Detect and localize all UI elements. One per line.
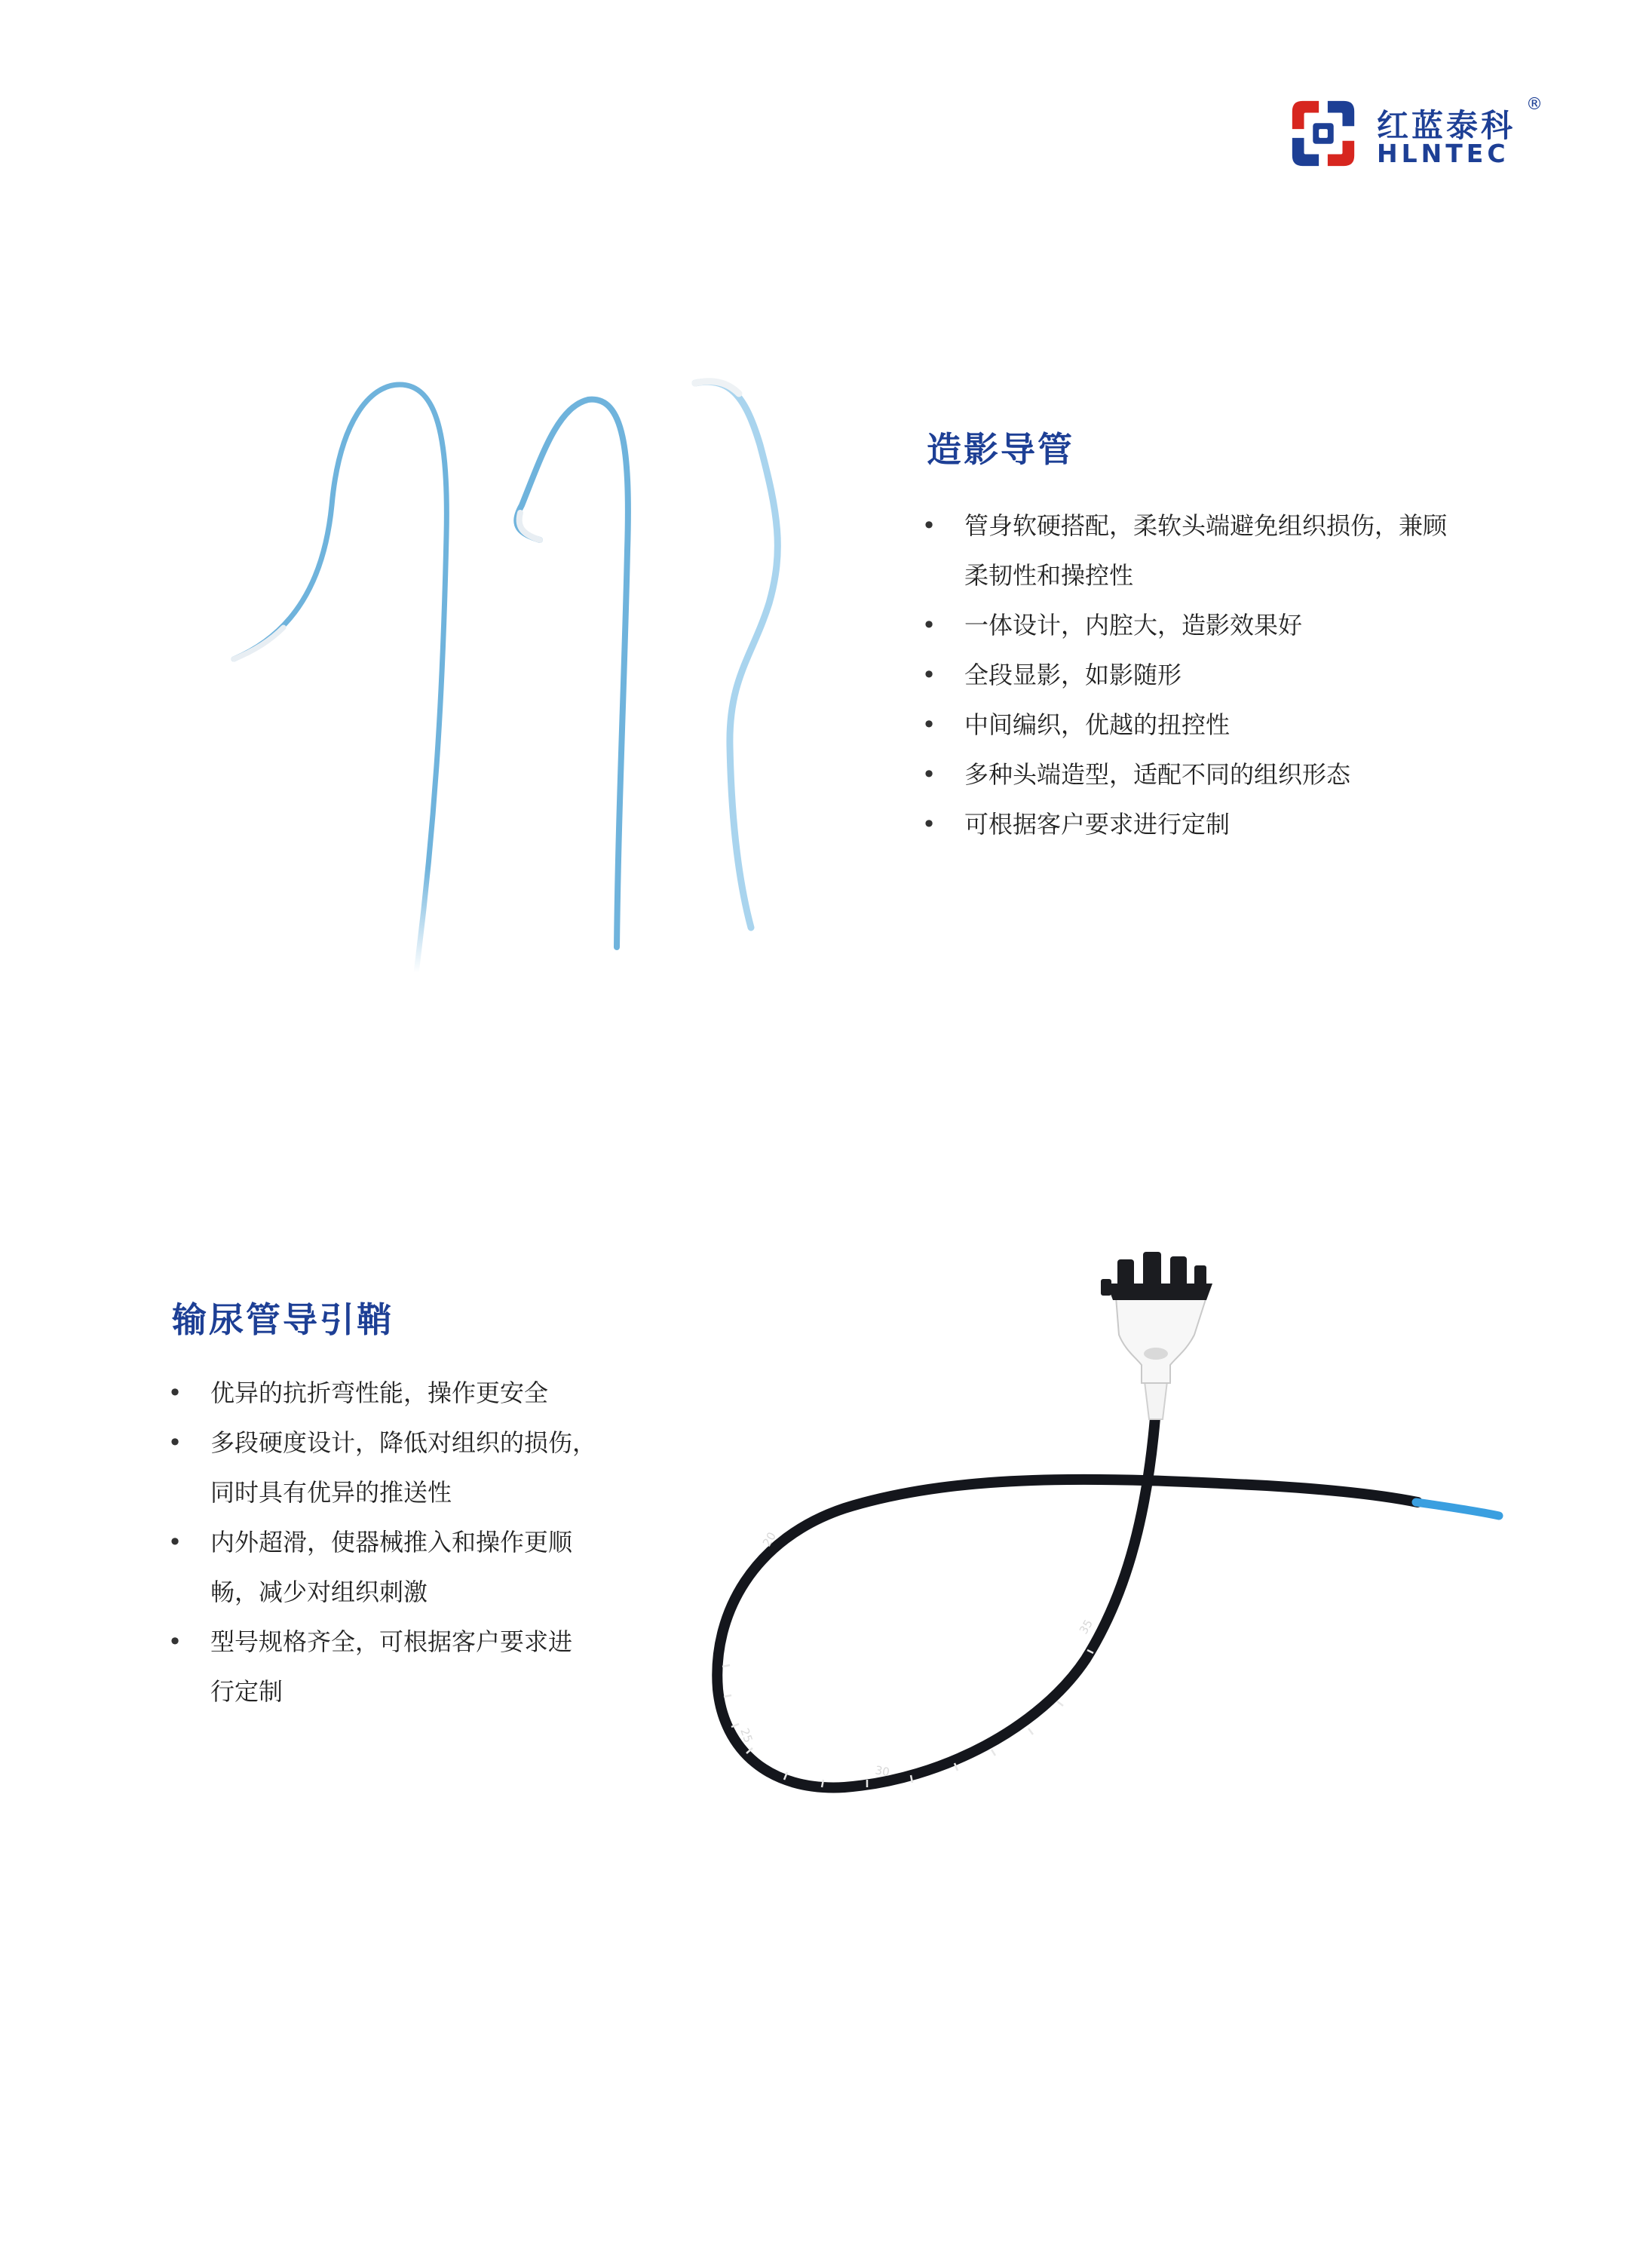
catheter-hook-2 xyxy=(516,400,628,947)
sheath-graduation-ticks xyxy=(722,1650,1093,1787)
brand-name-en: HLNTEC xyxy=(1377,139,1509,168)
list-item: • 管身软硬搭配，柔软头端避免组织损伤，兼顾 xyxy=(921,511,1448,540)
angiography-catheters-image xyxy=(211,354,799,1003)
sheath-marking-25: 25 xyxy=(737,1726,756,1745)
sheath-marking-20: 20 xyxy=(759,1529,780,1549)
sheath-marking-35: 35 xyxy=(1076,1617,1096,1636)
sheath-tube xyxy=(717,1418,1418,1787)
list-item: • 多种头端造型，适配不同的组织形态 xyxy=(921,760,1351,789)
list-item: • 中间编织，优越的扭控性 xyxy=(921,710,1231,739)
sheath-hub xyxy=(1116,1297,1206,1383)
list-item: • 可根据客户要求进行定制 xyxy=(921,810,1231,839)
sheath-blue-tip xyxy=(1416,1502,1499,1516)
registered-mark: ® xyxy=(1526,95,1543,114)
catheter-curve-3 xyxy=(695,382,777,928)
sheath-strain-relief xyxy=(1145,1382,1167,1419)
list-item: • 一体设计，内腔大，造影效果好 xyxy=(921,611,1303,639)
sheath-marking-30: 30 xyxy=(874,1763,891,1780)
list-item: • 全段显影，如影随形 xyxy=(921,661,1182,689)
list-item: • 型号规格齐全，可根据客户要求进 xyxy=(167,1627,573,1656)
ureteral-access-sheath-image xyxy=(694,1207,1508,1810)
feature-list-angiography xyxy=(921,501,1547,849)
list-item: 柔韧性和操控性 xyxy=(964,561,1134,590)
sheath-locking-cap xyxy=(1101,1252,1212,1300)
hlntec-logo-icon xyxy=(1286,97,1360,170)
sheath-markings xyxy=(737,1529,1096,1779)
catheter-hook-1 xyxy=(234,385,446,973)
list-item: 行定制 xyxy=(210,1677,284,1706)
list-item: • 优异的抗折弯性能，操作更安全 xyxy=(167,1379,549,1407)
brand-name-cn: 红蓝泰科 xyxy=(1377,107,1516,144)
feature-list-ureteral-sheath xyxy=(167,1368,642,1716)
section-title-angiography-catheter: 造影导管 xyxy=(927,429,1074,470)
list-item: • 多段硬度设计，降低对组织的损伤， xyxy=(167,1428,597,1457)
section-title-ureteral-access-sheath: 输尿管导引鞘 xyxy=(172,1299,394,1340)
brand-logo xyxy=(1286,90,1558,173)
list-item: 畅，减少对组织刺激 xyxy=(210,1578,428,1606)
list-item: • 内外超滑，使器械推入和操作更顺 xyxy=(167,1528,573,1557)
list-item: 同时具有优异的推送性 xyxy=(210,1478,452,1507)
